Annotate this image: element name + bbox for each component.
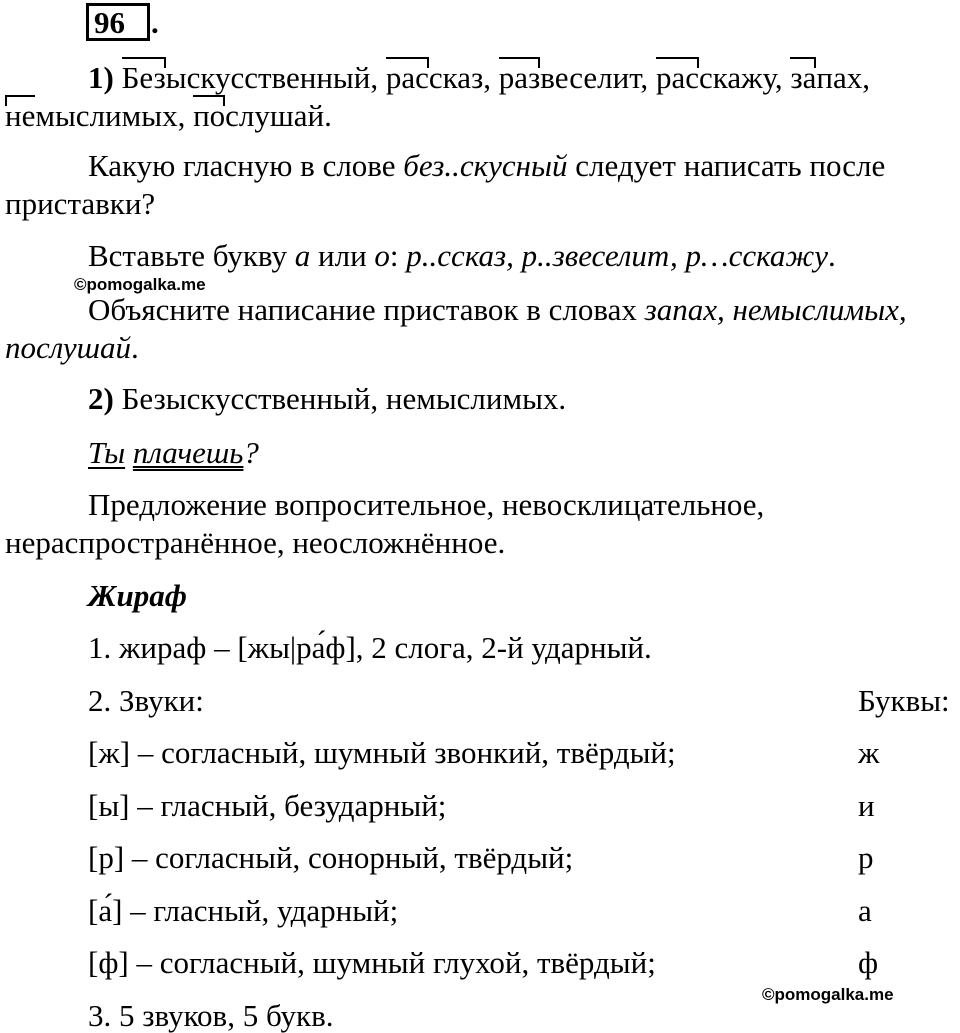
prefix-bez: Без bbox=[121, 60, 166, 95]
question1-line1 bbox=[88, 150, 885, 181]
letters-label: Буквы: bbox=[858, 683, 950, 718]
question3-text: Объясните написание приставок в словах bbox=[88, 292, 645, 327]
prefix-po: по bbox=[193, 98, 226, 133]
question2-text: Вставьте букву bbox=[88, 238, 295, 273]
sound-row: [ф] – согласный, шумный глухой, твёрдый; bbox=[88, 945, 656, 980]
word-rest: скажу, bbox=[698, 60, 783, 95]
sentence-subject: Ты bbox=[88, 435, 126, 470]
question3-line2 bbox=[5, 332, 139, 363]
letter-cell: ф bbox=[858, 945, 879, 980]
watermark: ©pomogalka.me bbox=[74, 275, 206, 294]
question1-text-end: следует написать после bbox=[567, 148, 886, 183]
letter-cell: ж bbox=[858, 735, 880, 770]
sentence-predicate: плачешь bbox=[132, 435, 244, 470]
sound-row: [р] – согласный, сонорный, твёрдый; bbox=[88, 840, 574, 875]
question2-end: . bbox=[827, 238, 836, 273]
sound-row: [ы] – гласный, безударный; bbox=[88, 788, 447, 823]
example-sentence bbox=[88, 437, 259, 468]
watermark: ©pomogalka.me bbox=[762, 985, 894, 1004]
letter-a: а bbox=[294, 238, 311, 273]
letter-cell: р bbox=[858, 840, 874, 875]
word-rest: пах, bbox=[816, 60, 871, 95]
word-rest: мыслимых, bbox=[35, 98, 186, 133]
analysis-line3: 3. 5 звуков, 5 букв. bbox=[88, 998, 334, 1033]
sound-row: [а́] – гласный, ударный; bbox=[88, 893, 399, 928]
exercise-number-dot: . bbox=[151, 5, 159, 40]
sentence-end: ? bbox=[243, 435, 259, 470]
word-rest: веселит, bbox=[540, 60, 649, 95]
question1-text: Какую гласную в слове bbox=[88, 148, 404, 183]
letter-cell: и bbox=[858, 788, 875, 823]
sentence-description-line2: нераспространённое, неосложнённое. bbox=[5, 525, 506, 560]
question3-end: . bbox=[131, 330, 139, 365]
sound-row: [ж] – согласный, шумный звонкий, твёрдый; bbox=[88, 735, 676, 770]
word-rest: сказ, bbox=[428, 60, 491, 95]
part2-words bbox=[88, 383, 566, 414]
word-rest: слушай. bbox=[225, 98, 332, 133]
question3-words: запах, немыслимых, bbox=[644, 292, 907, 327]
prefix-ras: рас bbox=[655, 60, 699, 95]
question2-colon: : bbox=[389, 238, 407, 273]
question2-or: или bbox=[310, 238, 375, 273]
word-rest: ыскусственный, bbox=[165, 60, 379, 95]
sounds-label: 2. Звуки: bbox=[88, 683, 204, 718]
analysis-title: Жираф bbox=[88, 578, 187, 613]
letter-cell: а bbox=[858, 893, 872, 928]
part2-word-list: Безыскусственный, немыслимых. bbox=[113, 381, 567, 416]
question2-words: р..ссказ, р..звеселит, р…сскажу bbox=[406, 238, 828, 273]
sentence-description-line1: Предложение вопросительное, невосклицательное, bbox=[88, 487, 765, 522]
letter-o: о bbox=[374, 238, 390, 273]
prefix-raz: раз bbox=[498, 60, 541, 95]
question3-word-last: послушай bbox=[5, 330, 132, 365]
prefix-za: за bbox=[790, 60, 817, 95]
part1-words-line1 bbox=[88, 62, 870, 93]
analysis-line1: 1. жираф – [жы|ра́ф], 2 слога, 2-й ударный. bbox=[88, 630, 652, 665]
prefix-ras: рас bbox=[385, 60, 429, 95]
question3-line1 bbox=[88, 294, 907, 325]
exercise-number: 96 bbox=[86, 3, 150, 41]
question1-word: без..скусный bbox=[403, 148, 568, 183]
part1-label: 1) bbox=[88, 60, 114, 95]
prefix-ne: не bbox=[5, 98, 36, 133]
part2-label: 2) bbox=[88, 381, 114, 416]
question2 bbox=[88, 240, 836, 271]
question1-line2: приставки? bbox=[5, 186, 156, 221]
part1-words-line2 bbox=[5, 100, 332, 131]
